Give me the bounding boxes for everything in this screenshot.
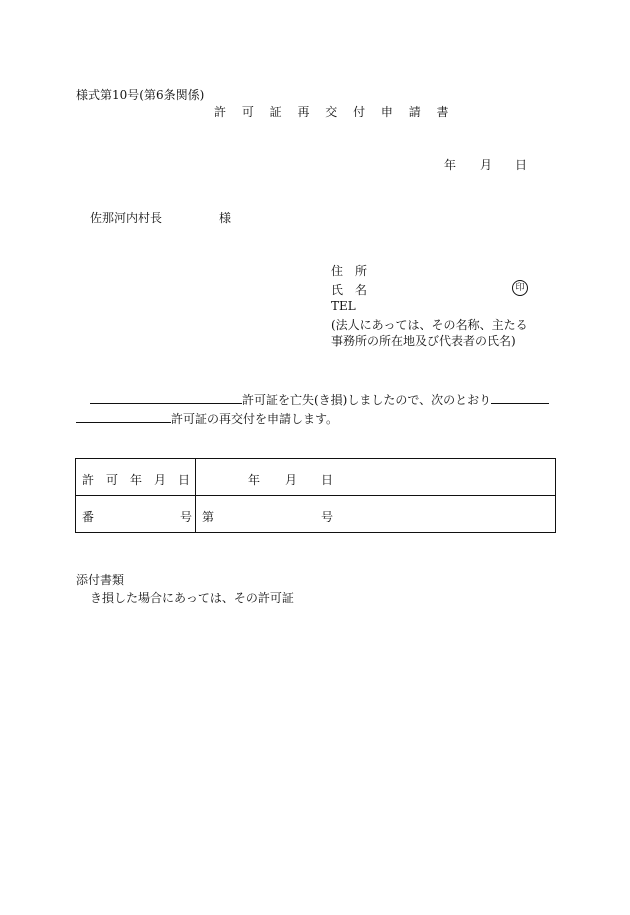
date-day: 日 <box>515 158 528 172</box>
permit-date-year: 年 <box>248 473 261 487</box>
permit-info-table <box>75 458 556 533</box>
addressee-honorific: 様 <box>219 211 232 225</box>
permit-number-label-right: 号 <box>180 510 193 524</box>
tel-label: TEL <box>331 299 356 313</box>
permit-date-row <box>76 459 556 496</box>
permit-type-blank-1 <box>90 390 242 404</box>
date-year: 年 <box>444 158 457 172</box>
permit-date-label-cell <box>76 459 196 496</box>
name-label: 氏 名 <box>331 283 368 297</box>
permit-number-label-cell <box>76 496 196 533</box>
permit-date-label: 許 可 年 月 日 <box>82 473 191 487</box>
addressee-name: 佐那河内村長 <box>90 211 163 225</box>
seal-mark: 印 <box>512 280 528 296</box>
form-number: 様式第10号(第6条関係) <box>76 88 205 102</box>
document-title: 許 可 証 再 交 付 申 請 書 <box>214 105 455 119</box>
attachments-heading: 添付書類 <box>76 573 125 587</box>
attachments-item: き損した場合にあっては、その許可証 <box>90 591 294 605</box>
permit-type-blank-3 <box>76 409 171 423</box>
permit-number-row <box>76 496 556 533</box>
permit-number-value-cell <box>196 496 556 533</box>
request-text-line2: 許可証の再交付を申請します。 <box>171 412 339 426</box>
permit-number-label-left: 番 <box>82 510 95 524</box>
address-label: 住 所 <box>331 264 368 278</box>
permit-type-blank-2 <box>491 390 549 404</box>
permit-date-month: 月 <box>285 473 298 487</box>
applicant-note-line1: (法人にあっては、その名称、主たる <box>331 318 528 332</box>
permit-date-value-cell <box>196 459 556 496</box>
request-text-line1: 許可証を亡失(き損)しましたので、次のとおり <box>242 393 492 407</box>
permit-date-day: 日 <box>321 473 334 487</box>
permit-number-suffix: 号 <box>321 510 334 524</box>
applicant-note-line2: 事務所の所在地及び代表者の氏名) <box>331 334 516 348</box>
permit-number-prefix: 第 <box>202 510 215 524</box>
date-month: 月 <box>480 158 493 172</box>
